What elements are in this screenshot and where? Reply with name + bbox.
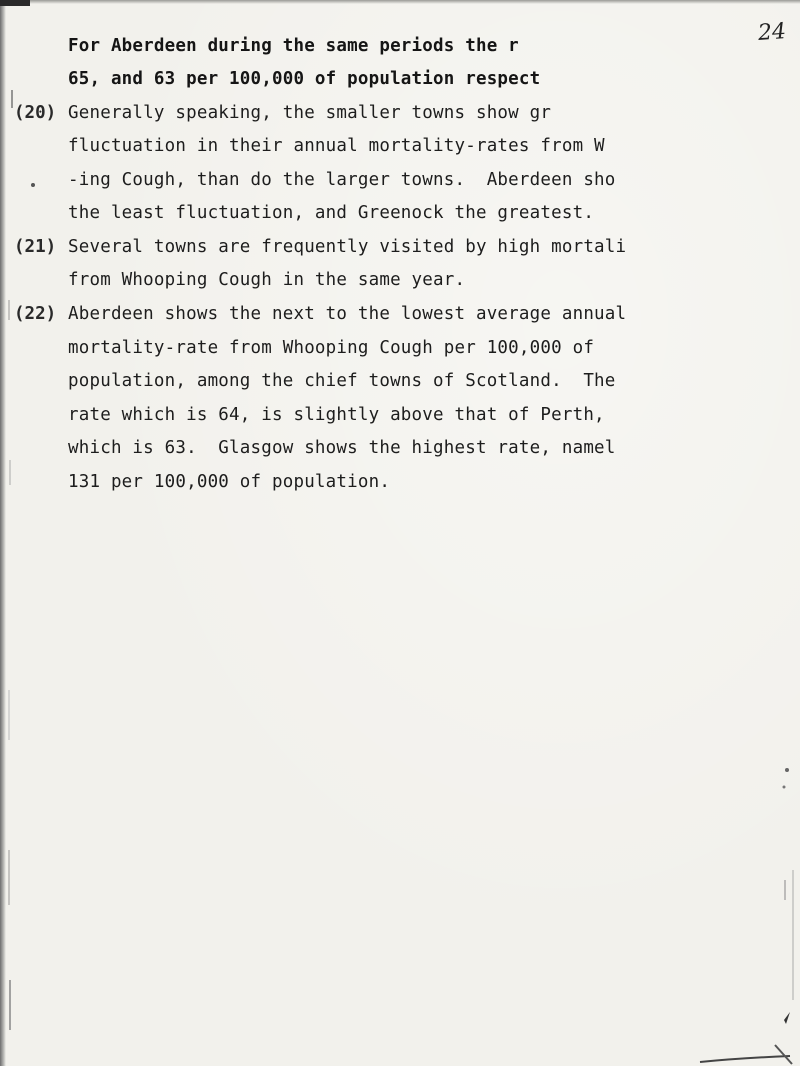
para20-line-1: Generally speaking, the smaller towns show gr [68, 103, 552, 123]
para21-line-2: from Whooping Cough in the same year. [68, 270, 466, 290]
para20-line-4: the least fluctuation, and Greenock the greatest. [68, 203, 595, 223]
paragraph-number-21: (21) [14, 237, 57, 257]
para22-line-4: rate which is 64, is slightly above that of Perth, [68, 405, 605, 425]
para20-line-3: -ing Cough, than do the larger towns. Aberdeen sho [68, 170, 616, 190]
paragraph-number-22: (22) [14, 304, 57, 324]
para22-line-6: 131 per 100,000 of population. [68, 472, 391, 492]
para22-line-5: which is 63. Glasgow shows the highest rate, namel [68, 438, 616, 458]
intro-line-2: 65, and 63 per 100,000 of population respect [68, 69, 541, 89]
scan-left-edge [0, 0, 6, 1066]
para20-line-2: fluctuation in their annual mortality-rates from W [68, 136, 605, 156]
para22-line-1: Aberdeen shows the next to the lowest average annual [68, 304, 627, 324]
para21-line-1: Several towns are frequently visited by high mortali [68, 237, 627, 257]
intro-line-1: For Aberdeen during the same periods the r [68, 36, 519, 56]
page-number: 24 [757, 19, 787, 46]
para22-line-3: population, among the chief towns of Scotland. The [68, 371, 616, 391]
para22-line-2: mortality-rate from Whooping Cough per 100,000 of [68, 338, 595, 358]
paragraph-number-20: (20) [14, 103, 57, 123]
scan-top-edge [0, 0, 800, 4]
scan-corner-mark [0, 0, 30, 6]
